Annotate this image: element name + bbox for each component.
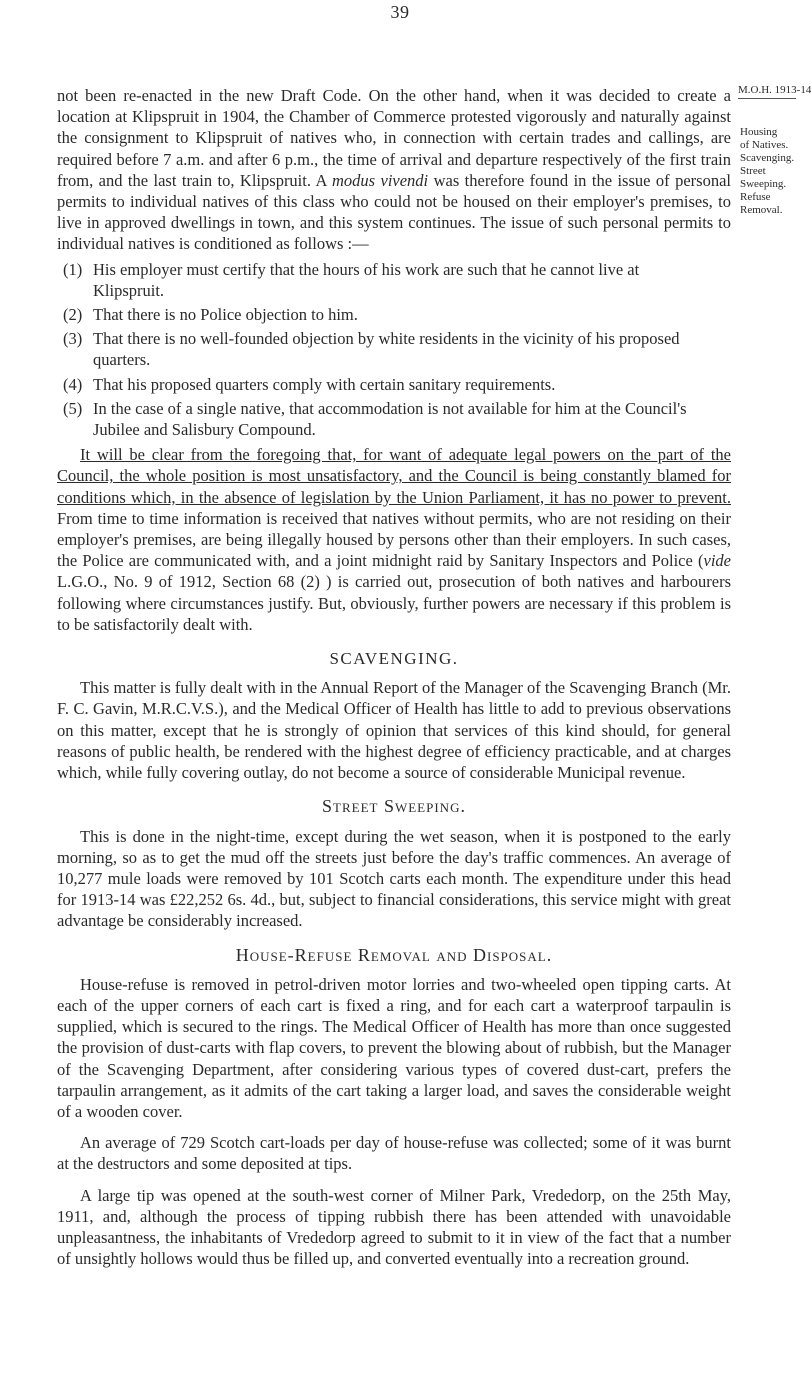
intro-text-b: was therefore found in the issue of personal permits to individual natives of this class who could not be housed on their employer's premises, to live in approved dwellings in town, and this system continues. The issue of such personal permits to individual natives is conditioned as follows :— bbox=[57, 170, 731, 254]
list-number: (5) bbox=[63, 398, 83, 418]
list-item bbox=[57, 304, 731, 325]
conclusion-paragraph bbox=[57, 444, 731, 635]
street-sweeping-paragraph: This is done in the night-time, except during the wet season, when it is postponed to the early morning, so as to get the mud off the streets just before the day's traffic commences. An average of 10,277 mule loads were removed by 101 Scotch carts each month. The expenditure under this head for 1913-14 was £22,252 6s. 4d., but, subject to financial considerations, this service might with great advantage be considerably increased. bbox=[57, 826, 731, 931]
list-number: (2) bbox=[63, 305, 83, 325]
refuse-paragraph-2: An average of 729 Scotch cart-loads per day of house-refuse was collected; some of it was burnt at the destructors and some deposited at tips. bbox=[57, 1133, 731, 1174]
margin-running-header: M.O.H. 1913-14 bbox=[738, 84, 796, 99]
conclusion-text-a: From time to time information is received that natives without permits, who are not residing on their employer's premises, are being illegally housed by persons other than their employers. In such cases, the Police are communicated with, and a joint midnight raid by Sanitary Inspectors and Police ( bbox=[57, 508, 731, 571]
intro-paragraph bbox=[57, 85, 731, 255]
margin-note-sweeping: Sweeping. bbox=[740, 178, 787, 190]
scavenging-paragraph: This matter is fully dealt with in the Annual Report of the Manager of the Scavenging Branch (Mr. F. C. Gavin, M.R.C.V.S.), and the Medical Officer of Health has little to add to previous observations on this matter, except that he is strongly of opinion that services of this kind should, for general reasons of public health, be rendered with the highest degree of efficiency practicable, and at charges which, while fully covering outlay, do not become a source of considerable Municipal revenue. bbox=[57, 678, 731, 783]
list-item bbox=[57, 374, 731, 395]
conclusion-underlined: It will be clear from the foregoing that, for want of adequate legal powers on the part of the Council, the whole position is most unsatisfactory, and the Council is being constantly blamed for conditions which, in the absence of legislation by the Union Parliament, it has no power to prevent. bbox=[57, 445, 731, 507]
list-text: In the case of a single native, that accommodation is not available for him at the Council's Jubilee and Salisbury Compound. bbox=[93, 398, 687, 440]
intro-italic: modus vivendi bbox=[331, 170, 429, 190]
list-text: That his proposed quarters comply with certain sanitary requirements. bbox=[93, 374, 556, 394]
margin-note-natives: of Natives. bbox=[740, 139, 789, 151]
list-item bbox=[57, 398, 731, 440]
margin-notes bbox=[740, 126, 798, 217]
margin-note-refuse: Refuse bbox=[740, 191, 771, 203]
list-number: (3) bbox=[63, 329, 83, 349]
refuse-paragraph-3: A large tip was opened at the south-west corner of Milner Park, Vrededorp, on the 25th May, 1911, and, although the process of tipping rubbish there has been attended with unavoidable unpleasantness, the inhabitants of Vrededorp agreed to submit to it in view of the fact that a number of unsightly hollows would thus be filled up, and converted eventually into a recreation ground. bbox=[57, 1185, 731, 1269]
margin-note-housing: Housing bbox=[740, 126, 778, 138]
list-item bbox=[57, 259, 731, 301]
margin-note-removal: Removal. bbox=[740, 204, 783, 216]
list-text: That there is no well-founded objection by white residents in the vicinity of his proposed quarters. bbox=[93, 329, 680, 370]
street-sweeping-heading: Street Sweeping. bbox=[322, 796, 466, 817]
list-item bbox=[57, 328, 731, 370]
list-text: His employer must certify that the hours of his work are such that he cannot live at Klipspruit. bbox=[93, 259, 640, 300]
document-body bbox=[57, 85, 731, 1269]
scavenging-heading: SCAVENGING. bbox=[329, 649, 459, 669]
refuse-heading: House-Refuse Removal and Disposal. bbox=[235, 944, 553, 965]
list-text: That there is no Police objection to him. bbox=[93, 305, 358, 325]
margin-note-scavenging: Scavenging. bbox=[740, 152, 795, 164]
margin-note-street: Street bbox=[740, 165, 766, 177]
page-number: 39 bbox=[390, 2, 410, 22]
conditions-list bbox=[57, 259, 731, 441]
conclusion-italic: vide bbox=[703, 551, 731, 571]
intro-text-a: not been re-enacted in the new Draft Code. On the other hand, when it was decided to create a location at Klipspruit in 1904, the Chamber of Commerce protested vigorously and naturally against the consignment to Klipspruit of natives who, in connection with certain trades and callings, are required before 7 a.m. and after 6 p.m., the time of arrival and departure respectively of the first train from, and the last train to, Klipspruit. A bbox=[57, 86, 731, 190]
list-number: (1) bbox=[63, 259, 83, 279]
list-number: (4) bbox=[63, 374, 83, 394]
conclusion-text-b: L.G.O., No. 9 of 1912, Section 68 (2) ) is carried out, prosecution of both natives and harbourers following where circumstances justify. But, obviously, further powers are necessary if this problem is to be satisfactorily dealt with. bbox=[57, 572, 731, 634]
refuse-paragraph-1: House-refuse is removed in petrol-driven motor lorries and two-wheeled open tipping carts. At each of the upper corners of each cart is fixed a ring, and for each cart a waterproof tarpaulin is supplied, which is secured to the rings. The Medical Officer of Health has more than once suggested the provision of dust-carts with flap covers, to prevent the blowing about of rubbish, but the Manager of the Scavenging Department, after considering various types of covered dust-cart, prefers the tarpaulin arrangement, as it admits of the cart taking a larger load, and saves the considerable weight of a wooden cover. bbox=[57, 974, 731, 1121]
